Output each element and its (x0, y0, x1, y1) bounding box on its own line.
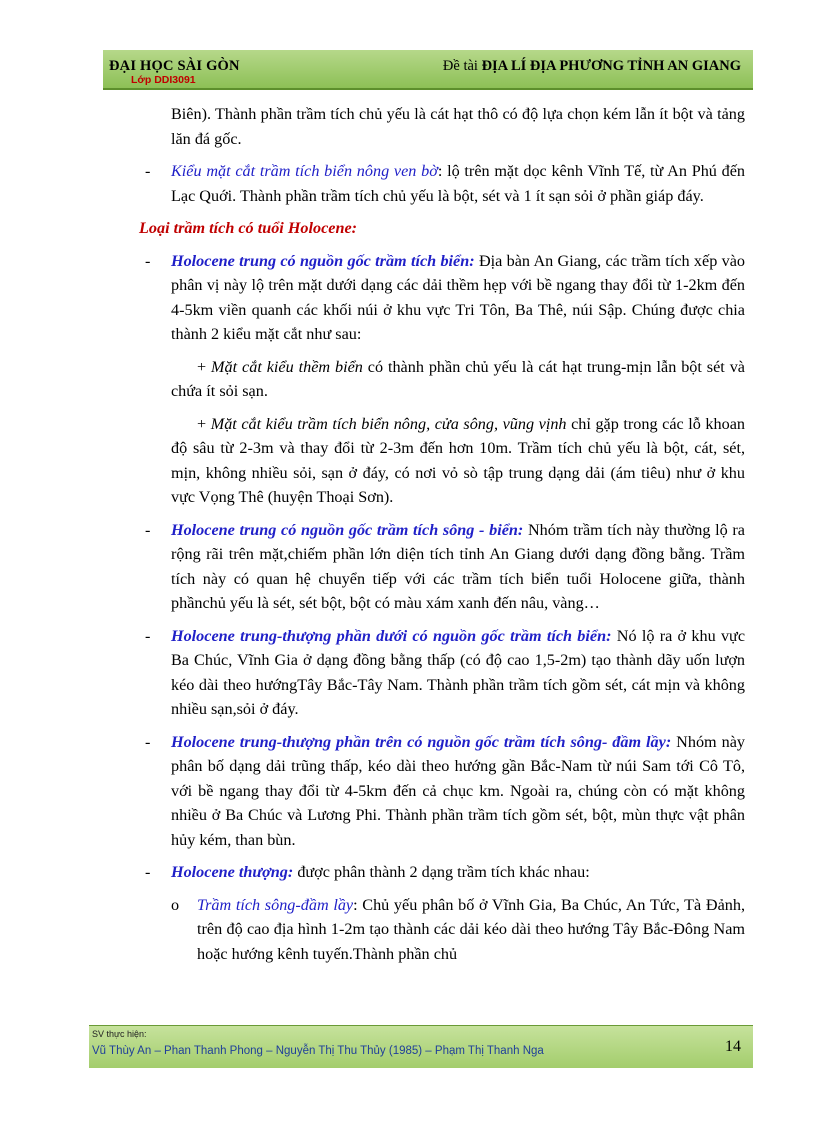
item-title: Kiểu mặt cắt trầm tích biển nông ven bờ (171, 162, 438, 180)
dash-bullet: - (145, 863, 151, 881)
item-title: Holocene trung có nguồn gốc trầm tích sông - biển: (171, 520, 524, 539)
footer-authors: Vũ Thùy An – Phan Thanh Phong – Nguyễn Thị Thu Thủy (1985) – Phạm Thị Thanh Nga (92, 1045, 544, 1057)
sub-prefix: + (197, 357, 212, 376)
sub-list-item (145, 893, 745, 967)
item-title: Holocene trung-thượng phần trên có nguồn gốc trầm tích sông- đầm lầy: (171, 732, 672, 751)
item-text: Nó lộ ra ở khu vực Ba Chúc, Vĩnh Gia ở dạng đồng bằng thấp (có độ cao 1,5-2m) tạo thành dãy uốn lượn kéo dài theo hướngTây Bắc-Tây Nam. Thành phần trầm tích gồm sét, cát mịn và không nhiều sạn,sỏi ở đáy. (171, 626, 746, 718)
sub-title: Mặt cắt kiểu thềm biển (211, 357, 363, 376)
page-content (139, 102, 746, 966)
sub-prefix: + (197, 414, 211, 433)
university-name: ĐẠI HỌC SÀI GÒN (109, 58, 240, 74)
topic-prefix: Đề tài (442, 58, 482, 74)
item-title: Holocene trung-thượng phần dưới có nguồn gốc trầm tích biển: (171, 626, 612, 645)
page-number: 14 (725, 1038, 741, 1055)
item-text: được phân thành 2 dạng trầm tích khác nhau: (293, 863, 590, 881)
topic-title (443, 58, 741, 75)
item-text: Nhóm này phân bố dạng dải trũng thấp, kéo dài theo hướng gần Bắc-Nam từ núi Sam tới Cô Tô, với bề ngang thay đổi từ 4-5km đến cả chục km. Ngoài ra, chúng còn có mặt không nhiều ở Ba Chúc và Lương Phi. Thành phần trầm tích gồm sét, bột, mùn thực vật phân hủy kém, than bùn. (171, 732, 745, 849)
topic-name: ĐỊA LÍ ĐỊA PHƯƠNG TỈNH AN GIANG (481, 58, 741, 74)
page-footer (89, 1025, 753, 1068)
class-label: Lớp DDI3091 (131, 74, 196, 86)
list-item (145, 249, 745, 347)
section-heading: Loại trầm tích có tuổi Holocene: (139, 219, 358, 237)
dash-bullet: - (145, 520, 151, 539)
item-text: Địa bàn An Giang, các trầm tích xếp vào phân vị này lộ trên mặt dưới dạng các dải thềm hẹp với bề ngang thay đổi từ 1-2km đến 4-5km viền quanh các khối núi ở khu vực Tri Tôn, Ba Thê, núi Sập. Chúng được chia thành 2 kiểu mặt cắt như sau: (171, 251, 745, 343)
item-title: Holocene thượng: (171, 863, 294, 881)
list-item (145, 624, 745, 722)
item-text: : lộ trên mặt dọc kênh Vĩnh Tế, từ An Phú đến Lạc Quới. Thành phần trầm tích chủ yếu là bột, sét và 1 ít sạn sỏi ở phần giáp đáy. (171, 162, 746, 205)
page-header (103, 50, 753, 90)
list-item (145, 159, 745, 208)
item-text: : Chủ yếu phân bố ở Vĩnh Gia, Ba Chúc, An Tức, Tà Đảnh, trên độ cao địa hình 1-2m tạo thành các dải kéo dài theo hướng Tây Bắc-Đông Nam hoặc hướng kênh tuyến.Thành phần chủ (197, 895, 745, 963)
circle-bullet: o (171, 895, 180, 914)
sub-text: có thành phần chủ yếu là cát hạt trung-mịn lẫn bột sét và chứa ít sỏi sạn. (171, 357, 745, 400)
sub-item (145, 412, 745, 510)
dash-bullet: - (145, 626, 151, 645)
sub-text: chỉ gặp trong các lỗ khoan độ sâu từ 2-3m và thay đổi từ 2-3m đến hơn 10m. Trầm tích chủ yếu là bột, cát, sét, mịn, không nhiều sỏi, sạn ở đáy, có nơi vỏ sò tập trung dạng dải (ám tiêu) như ở khu vực Vọng Thê (huyện Thoại Sơn). (171, 414, 745, 506)
dash-bullet: - (145, 732, 151, 751)
footer-label: SV thực hiện: (92, 1029, 147, 1039)
sub-title: Mặt cắt kiểu trầm tích biển nông, cửa sông, vũng vịnh (210, 414, 567, 433)
item-title: Holocene trung có nguồn gốc trầm tích biển: (171, 251, 475, 270)
sub-item (145, 355, 745, 404)
continued-paragraph: Biên). Thành phần trầm tích chủ yếu là cát hạt thô có độ lựa chọn kém lẫn ít bột và tảng lăn đá gốc. (171, 105, 745, 148)
list-item (145, 518, 745, 616)
list-item (145, 730, 745, 853)
item-title: Trầm tích sông-đầm lầy (197, 895, 354, 914)
list-item (145, 860, 745, 885)
dash-bullet: - (145, 162, 151, 180)
dash-bullet: - (145, 251, 151, 270)
item-text: Nhóm trầm tích này thường lộ ra rộng rãi trên mặt,chiếm phần lớn diện tích tỉnh An Giang dưới dạng đồng bằng. Trầm tích này có quan hệ chuyển tiếp với các trầm tích biển tuổi Holocene giữa, thành phầnchủ yếu là sét, sét bột, bột có màu xám xanh đến nâu, vàng… (171, 520, 745, 612)
